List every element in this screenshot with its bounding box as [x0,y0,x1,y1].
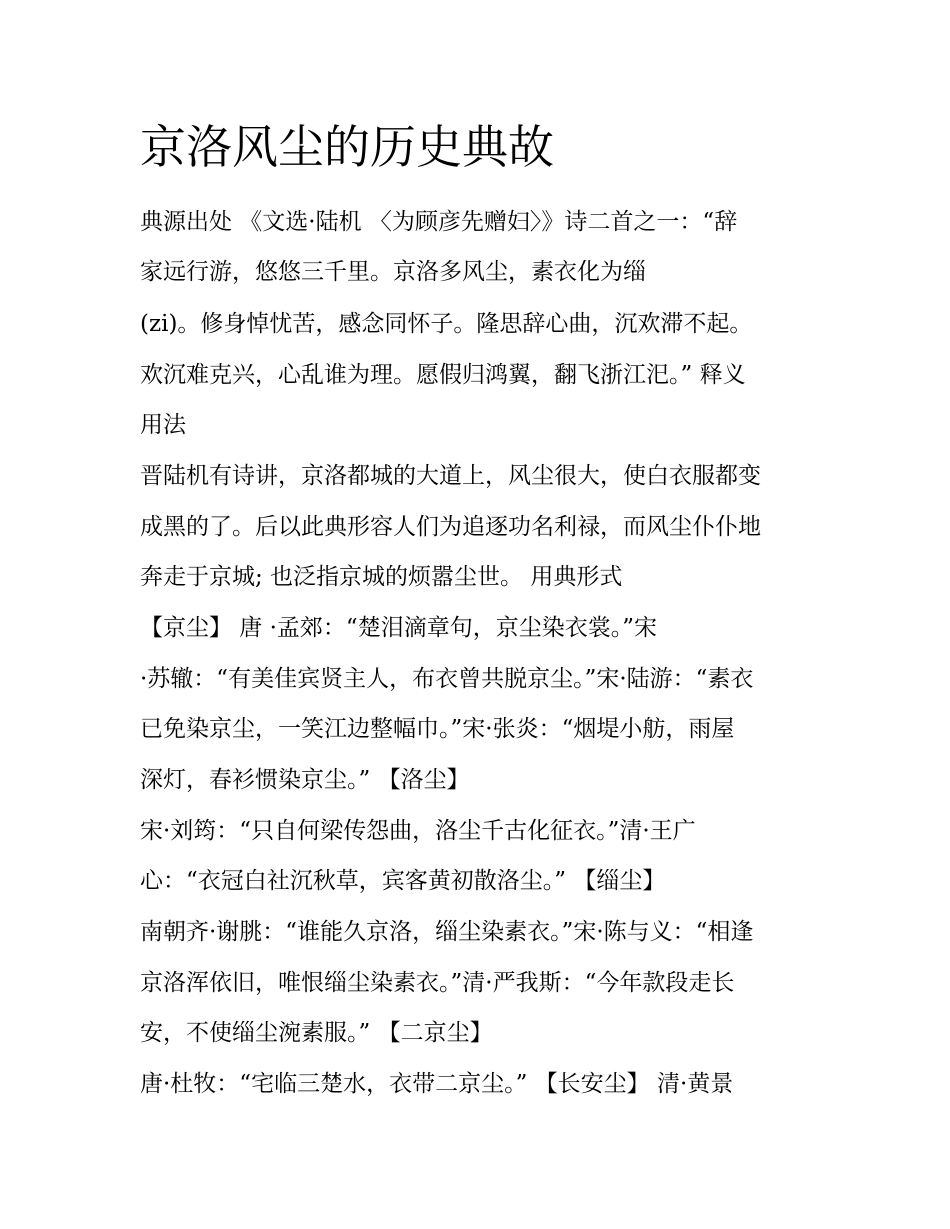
body-text-line: 南朝齐·谢朓：“谁能久京洛，缁尘染素衣。”宋·陈与义：“相逢 [140,919,754,945]
body-text-line: 心：“衣冠白社沉秋草，宾客黄初散洛尘。” 【缁尘】 [140,868,666,894]
body-text-line: 京洛浑依旧，唯恨缁尘染素衣。”清·严我斯：“今年款段走长 [140,970,735,996]
body-text-line: 安，不使缁尘涴素服。” 【二京尘】 [140,1020,493,1046]
body-text-line: 成黑的了。后以此典形容人们为追逐功名利禄，而风尘仆仆地 [140,514,761,540]
body-text-line: 晋陆机有诗讲，京洛都城的大道上，风尘很大，使白衣服都变 [140,463,761,489]
body-text-line: 唐·杜牧：“宅临三楚水，衣带二京尘。” 【长安尘】 清·黄景 [140,1071,734,1097]
page-title: 京洛风尘的历史典故 [140,120,554,174]
body-text-line: 典源出处 《文选·陆机 〈为顾彦先赠妇〉》诗二首之一：“辞 [140,209,738,235]
body-text-line: 已免染京尘，一笑江边整幅巾。”宋·张炎：“烟堤小舫，雨屋 [140,716,735,742]
body-text-line: 【京尘】 唐 ·孟郊：“楚泪滴章句，京尘染衣裳。”宋 [140,615,657,641]
body-text-line: 欢沉难克兴，心乱谁为理。愿假归鸿翼，翻飞浙江汜。” 释义 [140,362,746,388]
body-text-line: 奔走于京城; 也泛指京城的烦嚣尘世。 用典形式 [140,564,623,590]
body-text-line: (zi)。修身悼忧苦，感念同怀子。隆思辞心曲，沉欢滞不起。 [140,311,753,337]
body-text-line: 宋·刘筠：“只自何梁传怨曲，洛尘千古化征衣。”清·王广 [140,818,696,844]
body-text-line: 家远行游，悠悠三千里。京洛多风尘，素衣化为缁 [140,259,646,285]
body-text-line: ·苏辙：“有美佳宾贤主人，布衣曾共脱京尘。”宋·陆游：“素衣 [140,666,754,692]
body-text-line: 用法 [140,412,186,438]
body-text-line: 深灯，春衫惯染京尘。” 【洛尘】 [140,767,470,793]
